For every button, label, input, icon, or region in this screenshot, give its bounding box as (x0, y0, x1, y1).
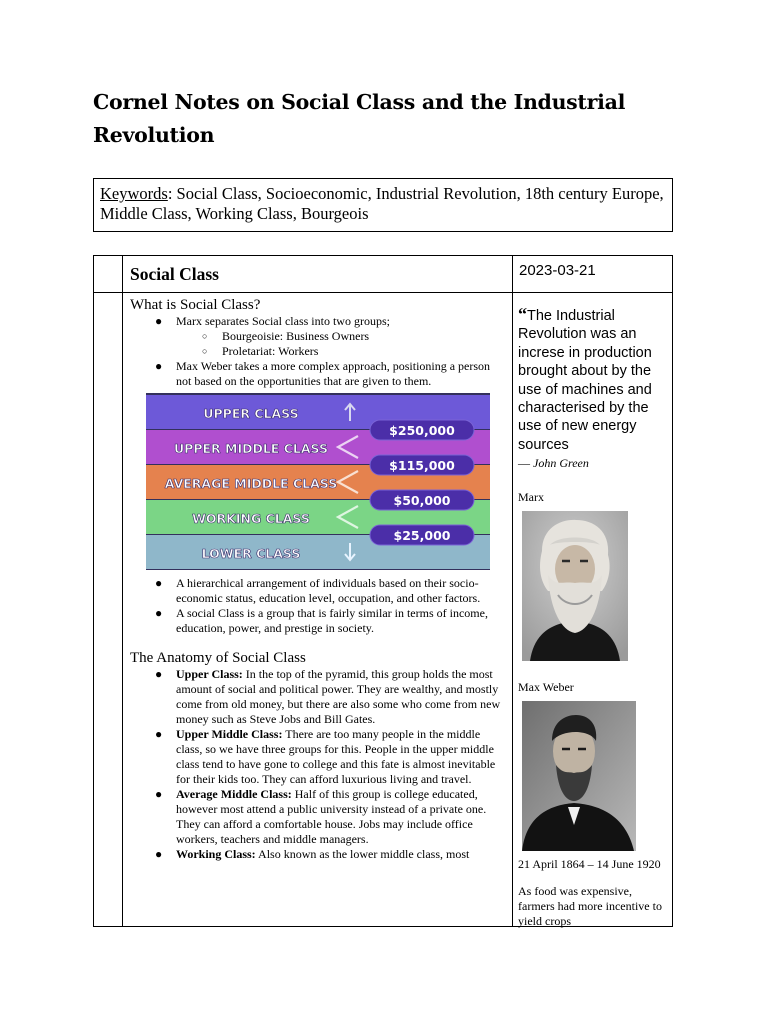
bullet-icon: ● (155, 576, 163, 590)
bullet-icon: ● (155, 667, 163, 681)
income-label: $250,000 (389, 423, 455, 438)
income-label: $25,000 (393, 528, 451, 543)
term-text: Also known as the lower middle class, most (255, 847, 470, 861)
topic-heading: Social Class (130, 264, 219, 284)
circle-bullet-icon: ○ (202, 331, 208, 341)
anatomy-list (130, 667, 508, 862)
table-border-left (93, 255, 94, 927)
table-border-top (93, 255, 673, 256)
bullet-icon: ● (155, 787, 163, 801)
bullet-text: Bourgeoisie: Business Owners (222, 329, 370, 343)
list-item (155, 787, 508, 847)
marx-portrait (522, 511, 628, 661)
quote-author: John Green (533, 456, 589, 471)
bullet-icon: ● (155, 359, 163, 373)
definition-list (130, 576, 508, 636)
quote-text: The Industrial Revolution was an increse in production brought about by the use of machines and characterised by the use of new energy sources (518, 308, 652, 453)
food-note: As food was expensive, farmers had more incentive to yield crops (518, 884, 662, 929)
keywords-box (93, 178, 673, 232)
bullet-text: Proletariat: Workers (222, 344, 319, 358)
bullet-text: A hierarchical arrangement of individuals based on their socio-economic status, education level, occupation, and other factors. (176, 576, 481, 605)
list-item (155, 576, 508, 606)
income-pill (370, 455, 474, 475)
circle-bullet-icon: ○ (202, 346, 208, 356)
what-is-list (130, 314, 508, 389)
list-item (155, 606, 508, 636)
keywords-label: Keywords (100, 184, 168, 203)
class-label: AVERAGE MIDDLE CLASS (164, 476, 338, 491)
list-item (202, 329, 508, 344)
social-class-ladder-image (146, 393, 490, 570)
bullet-icon: ● (155, 847, 163, 861)
term-label: Working Class: (176, 847, 256, 861)
quote-block (518, 305, 668, 454)
document-title: Cornel Notes on Social Class and the Industrial Revolution (93, 90, 626, 147)
weber-caption: Max Weber (518, 680, 574, 695)
term-text: There are too many people in the middle class, so we have three groups for this. People in the upper middle class tend to have gone to college and this fate is almost inevitable for their kids too. They can afford luxurious living and travel. (176, 727, 496, 786)
term-text: Half of this group is college educated, however most attend a public university instead of a private one. They can afford a comfortable house. Jobs may include office workers, teachers and middle managers. (176, 787, 487, 846)
marx-caption: Marx (518, 490, 544, 505)
table-column-divider (512, 255, 513, 927)
term-label: Upper Class: (176, 667, 243, 681)
class-label: WORKING CLASS (192, 511, 310, 526)
table-border-right (672, 255, 673, 927)
income-pill (370, 490, 474, 510)
income-label: $50,000 (393, 493, 451, 508)
bullet-text: Max Weber takes a more complex approach, positioning a person not based on the opportunities that are given to them. (176, 359, 491, 388)
attribution-dash: — (518, 456, 533, 471)
weber-dates: 21 April 1864 – 14 June 1920 (518, 857, 661, 872)
cue-column (518, 305, 668, 929)
what-is-heading: What is Social Class? (130, 297, 261, 313)
list-item (155, 847, 508, 862)
class-label: UPPER MIDDLE CLASS (174, 441, 328, 456)
table-header-divider (93, 292, 673, 293)
term-label: Average Middle Class: (176, 787, 292, 801)
term-label: Upper Middle Class: (176, 727, 283, 741)
table-margin-divider (122, 255, 123, 927)
list-item (155, 359, 508, 389)
notes-column (130, 297, 508, 862)
class-label: UPPER CLASS (203, 406, 299, 421)
keywords-text: : Social Class, Socioeconomic, Industrial Revolution, 18th century Europe, Middle Class, Working Class, Bourgeois (100, 184, 664, 223)
bullet-text: A social Class is a group that is fairly similar in terms of income, education, power, and prestige in society. (176, 606, 488, 635)
income-label: $115,000 (389, 458, 455, 473)
note-date: 2023-03-21 (519, 262, 596, 279)
anatomy-heading: The Anatomy of Social Class (130, 650, 306, 666)
weber-portrait (522, 701, 636, 851)
term-text: In the top of the pyramid, this group holds the most amount of social and political power. They are wealthy, and mostly come from old money, but there are also some who come from new money such as Steve Jobs and Bill Gates. (176, 667, 501, 726)
list-item (155, 314, 508, 359)
list-item (155, 727, 508, 787)
income-pill (370, 525, 474, 545)
cornell-notes-table (93, 255, 673, 927)
quote-attribution (518, 456, 668, 471)
list-item (155, 667, 508, 727)
bullet-icon: ● (155, 727, 163, 741)
list-item (202, 344, 508, 359)
class-label: LOWER CLASS (201, 546, 301, 561)
sub-list (176, 329, 508, 359)
bullet-icon: ● (155, 606, 163, 620)
bullet-icon: ● (155, 314, 163, 328)
bullet-text: Marx separates Social class into two groups; (176, 314, 390, 328)
quote-mark: “ (518, 304, 527, 324)
income-pill (370, 420, 474, 440)
